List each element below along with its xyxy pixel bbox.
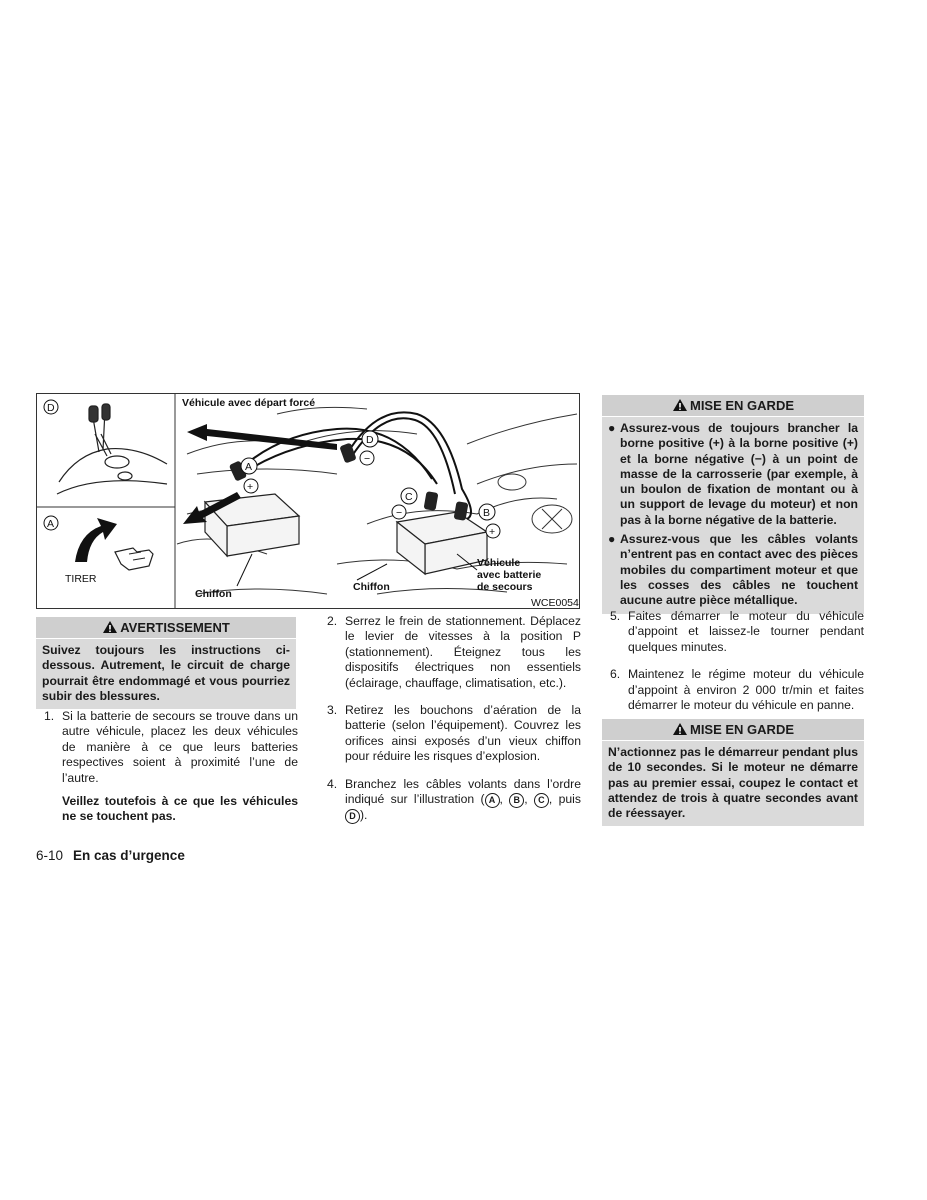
warning-text: Suivez toujours les instructions ci-dessous. Autrement, le circuit de charge pourrait être endommagé et vous pourriez subir des blessures.: [36, 639, 296, 709]
step-5-text: Faites démarrer le moteur du véhicule d’appoint et laissez-le tourner pendant quelques minutes.: [628, 609, 864, 654]
label-a-box: A: [47, 518, 55, 530]
circle-c-icon: C: [534, 793, 549, 808]
step-3-text: Retirez les bouchons d’aération de la batterie (selon l’équipement). Couvrez les orifices ainsi exposés d’un vieux chiffon pour réduire les risques d’explosion.: [345, 703, 581, 764]
chiffon-right-label: Chiffon: [353, 581, 390, 593]
plus-terminal-a: +: [247, 481, 254, 493]
jump-start-illustration: [36, 393, 580, 609]
step-6-text: Maintenez le régime moteur du véhicule d’appoint à environ 2 000 tr/min et faites démarrer le moteur du véhicule en panne.: [628, 667, 864, 713]
caution-1-title: MISE EN GARDE: [689, 398, 794, 413]
arrow-vehicle-icon: [187, 424, 337, 450]
warning-icon: [672, 722, 688, 736]
vehicle-forced-label: Véhicule avec départ forcé: [182, 397, 316, 409]
vehicle-battery-label-2: avec batterie: [477, 569, 542, 581]
battery-right: [397, 512, 487, 574]
circle-b-icon: B: [509, 793, 524, 808]
caution-2-text: N’actionnez pas le démarreur pendant plus de 10 secondes. Si le moteur ne démarre pas au premier essai, coupez le contact et attendez de trois à quatre secondes avant de réessayer.: [602, 741, 864, 826]
caution-1-bullet-2: ● Assurez-vous que les câbles volants n’entrent pas en contact avec des pièces mobiles du compartiment moteur et que les cosses des câbles ne touchent aucune autre pièce métallique.: [608, 532, 858, 608]
circle-a-icon: A: [485, 793, 500, 808]
step-4: 4. Branchez les câbles volants dans l’ordre indiqué sur l’illustration ( A , B , C , puis D ).: [327, 776, 581, 823]
caution-box-2: [602, 719, 864, 826]
step-1: 1. Si la batterie de secours se trouve dans un autre véhicule, placez les deux véhicules de manière à ce que leurs batteries respectives soient à proximité l’une de l’autre. Veillez toutefois à ce que les véhicules ne se touchent pas.: [44, 709, 298, 824]
vehicle-battery-label-1: Véhicule: [477, 557, 521, 569]
figure-code: WCE0054: [531, 597, 579, 609]
step-list-left: [36, 709, 298, 837]
caution-box-1: [602, 395, 864, 614]
warning-box: [36, 617, 296, 709]
step-list-right: [602, 609, 864, 725]
warning-icon: [102, 620, 118, 634]
label-b: B: [483, 507, 491, 519]
step-2-text: Serrez le frein de stationnement. Déplacez le levier de vitesses à la position P (stationnement). Éteignez tous les dispositifs électriques non essentiels (éclairage, chauffage, climatisation, etc.).: [345, 614, 581, 690]
minus-terminal-c: −: [396, 507, 403, 519]
step-5: 5. Faites démarrer le moteur du véhicule d’appoint et laissez-le tourner pendant quelques minutes.: [610, 609, 864, 654]
vehicle-battery-label-3: de secours: [477, 581, 533, 593]
caution-2-title: MISE EN GARDE: [689, 722, 794, 737]
tirer-label: TIRER: [65, 573, 97, 585]
pull-cap-detail: [75, 518, 153, 570]
engine-bay-drawing: [37, 394, 580, 609]
chiffon-left-label: Chiffon: [195, 588, 232, 600]
step-4-text: Branchez les câbles volants dans l’ordre indiqué sur l’illustration ( A , B , C , puis D ).: [345, 776, 581, 823]
ground-clamp-detail: [57, 404, 167, 494]
step-1-note: Veillez toutefois à ce que les véhicules ne se touchent pas.: [62, 794, 298, 824]
warning-title: AVERTISSEMENT: [120, 620, 230, 635]
circle-d-icon: D: [345, 809, 360, 824]
plus-terminal-b: +: [489, 526, 496, 538]
step-2: 2. Serrez le frein de stationnement. Déplacez le levier de vitesses à la position P (stationnement). Éteignez tous les dispositifs électriques non essentiels (éclairage, chauffage, climatisation, etc.).: [327, 614, 581, 690]
warning-icon: [672, 398, 688, 412]
section-title: En cas d’urgence: [73, 848, 185, 863]
minus-terminal-d: −: [364, 453, 371, 465]
caution-1-bullet-1: ● Assurez-vous de toujours brancher la borne positive (+) à la borne positive (+) et la borne négative (−) à un point de masse de la carrosserie (par exemple, à un boulon de fixation de montant ou à un support de levage du moteur) et non pas à la borne négative de la batterie.: [608, 421, 858, 527]
step-3: 3. Retirez les bouchons d’aération de la batterie (selon l’équipement). Couvrez les orifices ainsi exposés d’un vieux chiffon pour réduire les risques d’explosion.: [327, 703, 581, 764]
step-6: 6. Maintenez le régime moteur du véhicule d’appoint à environ 2 000 tr/min et faites démarrer le moteur du véhicule en panne.: [610, 667, 864, 713]
label-c: C: [405, 491, 413, 503]
label-a: A: [245, 461, 253, 473]
label-d: D: [366, 434, 374, 446]
label-d-box: D: [47, 402, 55, 414]
page-number: 6-10: [36, 848, 64, 863]
page-footer: [36, 848, 185, 863]
step-list-middle: [319, 614, 581, 836]
step-1-text: Si la batterie de secours se trouve dans un autre véhicule, placez les deux véhicules de manière à ce que leurs batteries respectives soient à proximité l’une de l’autre.: [62, 709, 298, 785]
